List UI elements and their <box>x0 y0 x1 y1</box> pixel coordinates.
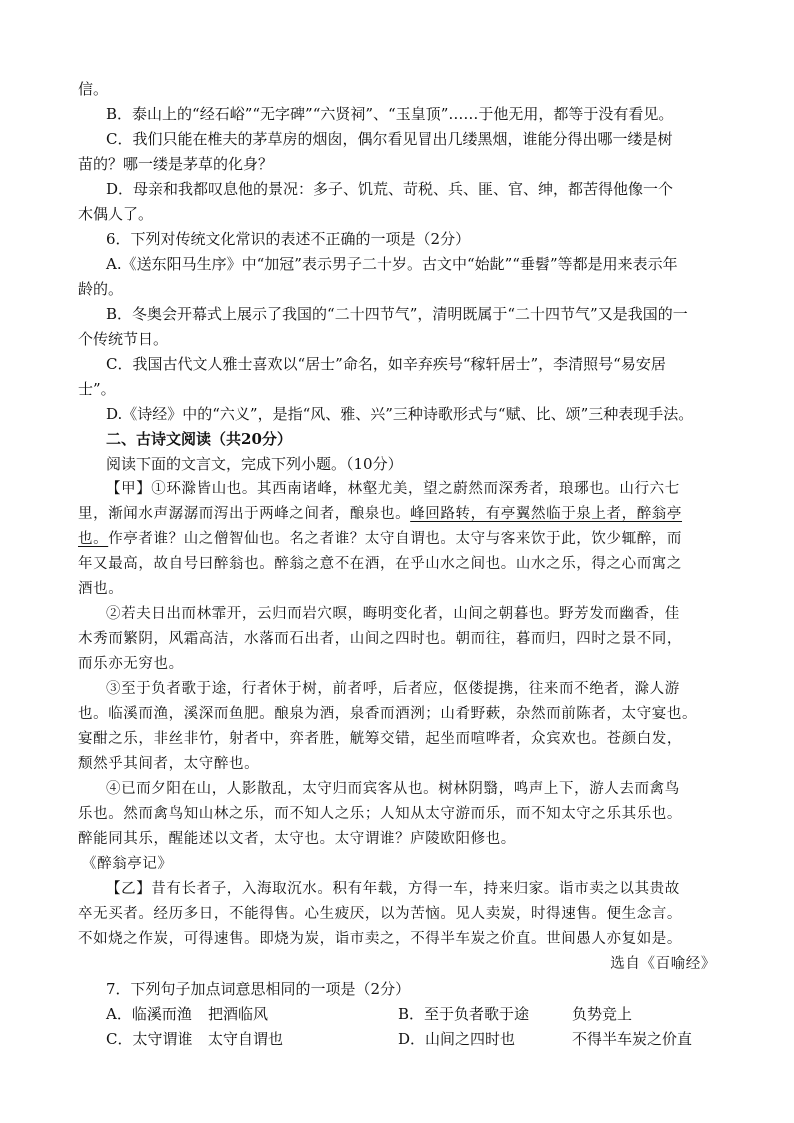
passage-yi-source: 选自《百喻经》 <box>610 956 716 972</box>
q6-option-c-line2: 士”。 <box>78 380 116 398</box>
passage-yi-line2: 卒无买者。经历多日，不能得售。心生疲厌，以为苦恼。见人卖炭，时得速售。便生念言。 <box>78 906 682 922</box>
reading-instruction: 阅读下面的文言文，完成下列小题。（10分） <box>106 455 403 473</box>
q6-option-a-line1: A.《送东阳马生序》中“加冠”表示男子二十岁。古文中“始龀”“垂髫”等都是用来表示年 <box>106 255 678 273</box>
passage-text: 里，渐闻水声潺潺而泻出于两峰之间者，酿泉也。 <box>78 506 411 522</box>
q7-option-c-pair: 太守自谓也 <box>208 1030 284 1048</box>
passage-jia-p2-line1: ②若夫日出而林霏开，云归而岩穴暝，晦明变化者，山间之朝暮也。野芳发而幽香，佳 <box>106 606 680 622</box>
passage-yi-line3: 不如烧之作炭，可得速售。即烧为炭，诣市卖之，不得半车炭之价直。世间愚人亦复如是。 <box>78 931 682 947</box>
passage-jia-source: 《醉翁亭记》 <box>82 856 173 872</box>
q5-option-a-end: 信。 <box>78 80 109 98</box>
passage-jia-p1-line1: 【甲】①环滁皆山也。其西南诸峰，林壑尤美，望之蔚然而深秀者，琅琊也。山行六七 <box>106 481 680 497</box>
passage-jia-p3-line4: 颓然乎其间者，太守醉也。 <box>78 756 260 772</box>
passage-jia-p4-line2: 乐也。然而禽鸟知山林之乐，而不知人之乐；人知从太守游而乐，而不知太守之乐其乐也。 <box>78 806 682 822</box>
q6-option-b-line2: 个传统节日。 <box>78 330 169 348</box>
q5-option-c-line2: 苗的？哪一缕是茅草的化身？ <box>78 155 274 173</box>
q5-option-b: B．泰山上的“经石峪”“无字碑”“六贤祠”、“玉皇顶”……于他无用，都等于没有看见。 <box>106 105 674 123</box>
q7-option-a: A．临溪而渔 <box>106 1005 192 1023</box>
q5-option-c-line1: C．我们只能在椎夫的茅草房的烟囱，偶尔看见冒出几缕黑烟，谁能分得出哪一缕是树 <box>106 130 673 148</box>
passage-jia-p2-line3: 而乐亦无穷也。 <box>78 656 184 672</box>
passage-jia-p4-line3: 醉能同其乐，醒能述以文者，太守也。太守谓谁？庐陵欧阳修也。 <box>78 831 516 847</box>
underlined-sentence-end: 也。 <box>78 531 109 547</box>
passage-jia-p3-line3: 宴酣之乐，非丝非竹，射者中，弈者胜，觥筹交错，起坐而喧哗者，众宾欢也。苍颜白发， <box>78 731 682 747</box>
q7-stem: 7．下列句子加点词意思相同的一项是（2分） <box>106 980 411 998</box>
section-heading: 二、古诗文阅读（共20分） <box>106 430 292 448</box>
passage-yi-line1: 【乙】昔有长者子，入海取沉水。积有年载，方得一车，持来归家。诣市卖之以其贵故 <box>106 881 680 897</box>
q6-option-a-line2: 龄的。 <box>78 280 124 298</box>
q5-option-d-line2: 木偶人了。 <box>78 205 154 223</box>
q5-option-d-line1: D．母亲和我都叹息他的景况：多子、饥荒、苛税、兵、匪、官、绅，都苦得他像一个 <box>106 180 674 198</box>
q7-option-c: C．太守谓谁 <box>106 1030 193 1048</box>
q7-option-b: B．至于负者歌于途 <box>398 1005 530 1023</box>
q7-option-a-pair: 把酒临风 <box>208 1005 269 1023</box>
passage-jia-p3-line1: ③至于负者歌于途，行者休于树，前者呼，后者应，伛偻提携，往来而不绝者，滁人游 <box>106 681 680 697</box>
passage-jia-p3-line2: 也。临溪而渔，溪深而鱼肥。酿泉为酒，泉香而酒洌；山肴野蔌，杂然而前陈者，太守宴也。 <box>78 706 698 722</box>
passage-jia-p4-line1: ④已而夕阳在山，人影散乱，太守归而宾客从也。树林阴翳，鸣声上下，游人去而禽鸟 <box>106 781 680 797</box>
passage-jia-p1-line5: 酒也。 <box>78 581 124 597</box>
q6-option-c-line1: C．我国古代文人雅士喜欢以“居士”命名，如辛弃疾号“稼轩居士”，李清照号“易安居 <box>106 355 666 373</box>
q7-option-b-pair: 负势竞上 <box>572 1005 633 1023</box>
passage-jia-p1-line3 <box>78 527 718 552</box>
underlined-sentence: 峰回路转，有亭翼然临于泉上者，醉翁亭 <box>410 506 683 522</box>
passage-jia-p1-line2 <box>78 502 718 527</box>
passage-jia-p1-line4: 年又最高，故自号曰醉翁也。醉翁之意不在酒，在乎山水之间也。山水之乐，得之心而寓之 <box>78 556 682 572</box>
q6-stem: 6．下列对传统文化常识的表述不正确的一项是（2分） <box>106 230 471 248</box>
q7-option-d: D．山间之四时也 <box>398 1030 516 1048</box>
passage-jia-p2-line2: 木秀而繁阴，风霜高洁，水落而石出者，山间之四时也。朝而往，暮而归，四时之景不同， <box>78 631 682 647</box>
q6-option-d: D.《诗经》中的“六义”，是指“风、雅、兴”三种诗歌形式与“赋、比、颂”三种表现手法。 <box>106 405 694 423</box>
passage-text: 作亭者谁？山之僧智仙也。名之者谁？太守自谓也。太守与客来饮于此，饮少辄醉，而 <box>108 531 682 547</box>
q7-option-d-pair: 不得半车炭之价直 <box>572 1030 693 1048</box>
q6-option-b-line1: B．冬奥会开幕式上展示了我国的“二十四节气”，清明既属于“二十四节气”又是我国的一 <box>106 305 688 323</box>
